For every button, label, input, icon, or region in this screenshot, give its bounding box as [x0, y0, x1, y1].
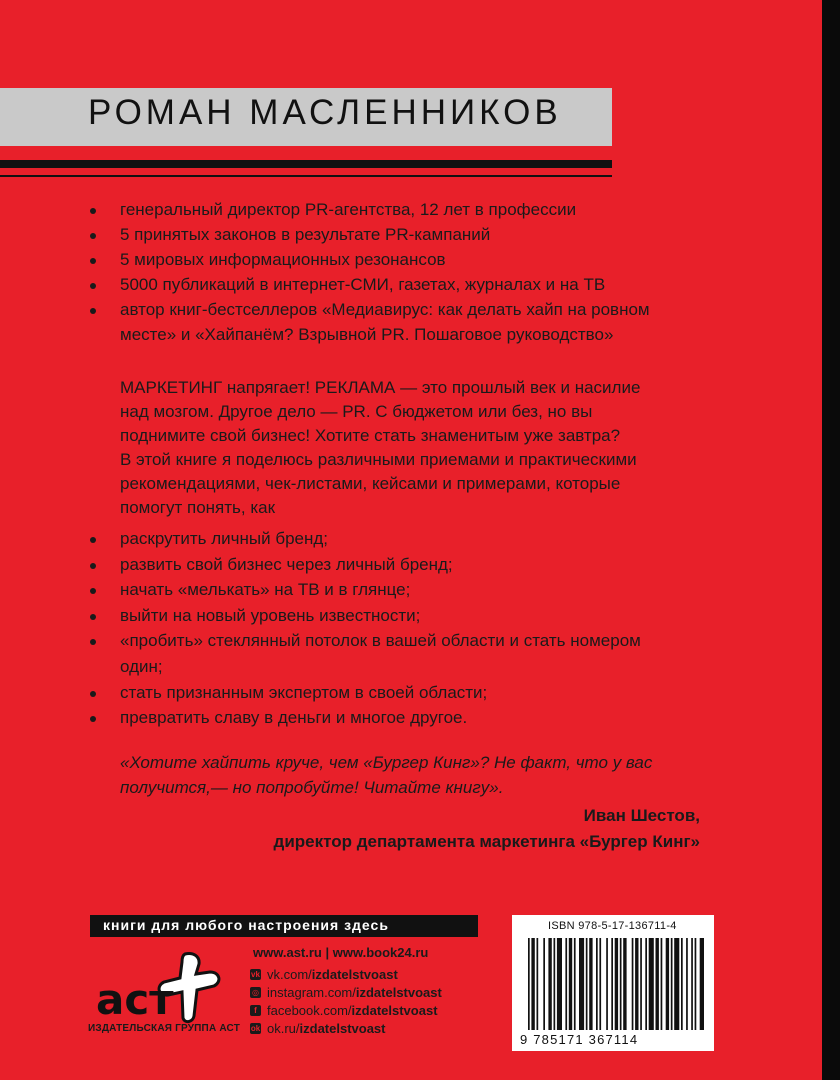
credential-item: 5000 публикаций в интернет-СМИ, газетах, журналах и на ТВ — [120, 275, 606, 294]
barcode-digits: 9 785171 367114 — [520, 1032, 639, 1047]
credential-item: месте» и «Хайпанём? Взрывной PR. Пошаговое руководство» — [120, 325, 614, 344]
benefit-item: начать «мелькать» на ТВ и в глянце; — [120, 580, 411, 600]
social-link-facebook[interactable]: f facebook.com/ izdatelstvoast — [250, 1003, 438, 1018]
benefit-item: выйти на новый уровень известности; — [120, 605, 421, 625]
bullet-dot — [90, 308, 96, 314]
divider-thin — [0, 175, 612, 177]
credential-item: автор книг-бестселлеров «Медиавирус: как делать хайп на ровном — [120, 300, 650, 319]
social-link-vk[interactable]: vk vk.com/ izdatelstvoast — [251, 967, 398, 982]
bullet-dot — [90, 588, 96, 594]
bullet-dot — [90, 639, 96, 645]
bullet-dot — [90, 691, 96, 697]
intro-line: над мозгом. Другое дело — PR. С бюджетом или без, но вы — [120, 402, 593, 421]
quote-author-role: директор департамента маркетинга «Бургер Кинг» — [273, 832, 700, 851]
bullet-dot — [90, 283, 96, 289]
publisher-sites[interactable]: www.ast.ru | www.book24.ru — [253, 945, 429, 960]
vk-icon: vk — [251, 970, 260, 979]
bullet-dot — [90, 208, 96, 214]
benefit-item: «пробить» стеклянный потолок в вашей области и стать номером — [120, 631, 641, 651]
bullet-dot — [90, 258, 96, 264]
bullet-dot — [90, 537, 96, 543]
divider-thick — [0, 160, 612, 168]
credential-item: 5 принятых законов в результате PR-кампаний — [120, 225, 491, 244]
benefit-item: один; — [120, 657, 163, 676]
spine-edge — [822, 0, 840, 1080]
tagline: книги для любого настроения здесь — [103, 917, 389, 933]
barcode — [528, 938, 704, 1030]
author-name: РОМАН МАСЛЕННИКОВ — [88, 93, 562, 132]
intro-text — [120, 376, 690, 520]
social-link-ok[interactable]: ok ok.ru/ izdatelstvoast — [250, 1021, 386, 1036]
benefit-item: развить свой бизнес через личный бренд; — [120, 554, 453, 574]
intro-line: рекомендациями, чек-листами, кейсами и примерами, которые — [120, 474, 621, 493]
quote-author: Иван Шестов, — [583, 806, 700, 825]
intro-line: поднимите свой бизнес! Хотите стать знаменитым уже завтра? — [120, 426, 621, 445]
intro-line: помогут понять, как — [120, 498, 276, 517]
social-link-instagram[interactable]: ◎ instagram.com/ izdatelstvoast — [252, 985, 442, 1000]
bullet-dot — [90, 233, 96, 239]
benefit-item: раскрутить личный бренд; — [120, 529, 329, 548]
logo-text: аст — [96, 975, 174, 1024]
publisher-label: ИЗДАТЕЛЬСКАЯ ГРУППА АСТ — [88, 1023, 241, 1034]
intro-line: В этой книге я поделюсь различными приемами и практическими — [120, 450, 637, 469]
credential-item: 5 мировых информационных резонансов — [120, 250, 446, 269]
bullet-dot — [90, 716, 96, 722]
credential-item: генеральный директор PR-агентства, 12 лет в профессии — [120, 200, 577, 219]
intro-line: МАРКЕТИНГ напрягает! РЕКЛАМА — это прошлый век и насилие — [120, 378, 641, 397]
instagram-icon: ◎ — [250, 987, 261, 998]
facebook-icon: f — [250, 1005, 261, 1016]
bullet-dot — [90, 614, 96, 620]
isbn: ISBN 978-5-17-136711-4 — [548, 920, 677, 932]
endorsement-quote — [120, 750, 700, 800]
quote-line: «Хотите хайпить круче, чем «Бургер Кинг»? Не факт, что у вас — [120, 753, 653, 772]
bullet-dot — [90, 563, 96, 569]
quote-line: получится,— но попробуйте! Читайте книгу». — [120, 778, 504, 797]
benefit-item: превратить славу в деньги и многое другое. — [120, 708, 468, 728]
ok-icon: ok — [250, 1024, 261, 1033]
benefit-item: стать признанным экспертом в своей области; — [120, 682, 488, 702]
